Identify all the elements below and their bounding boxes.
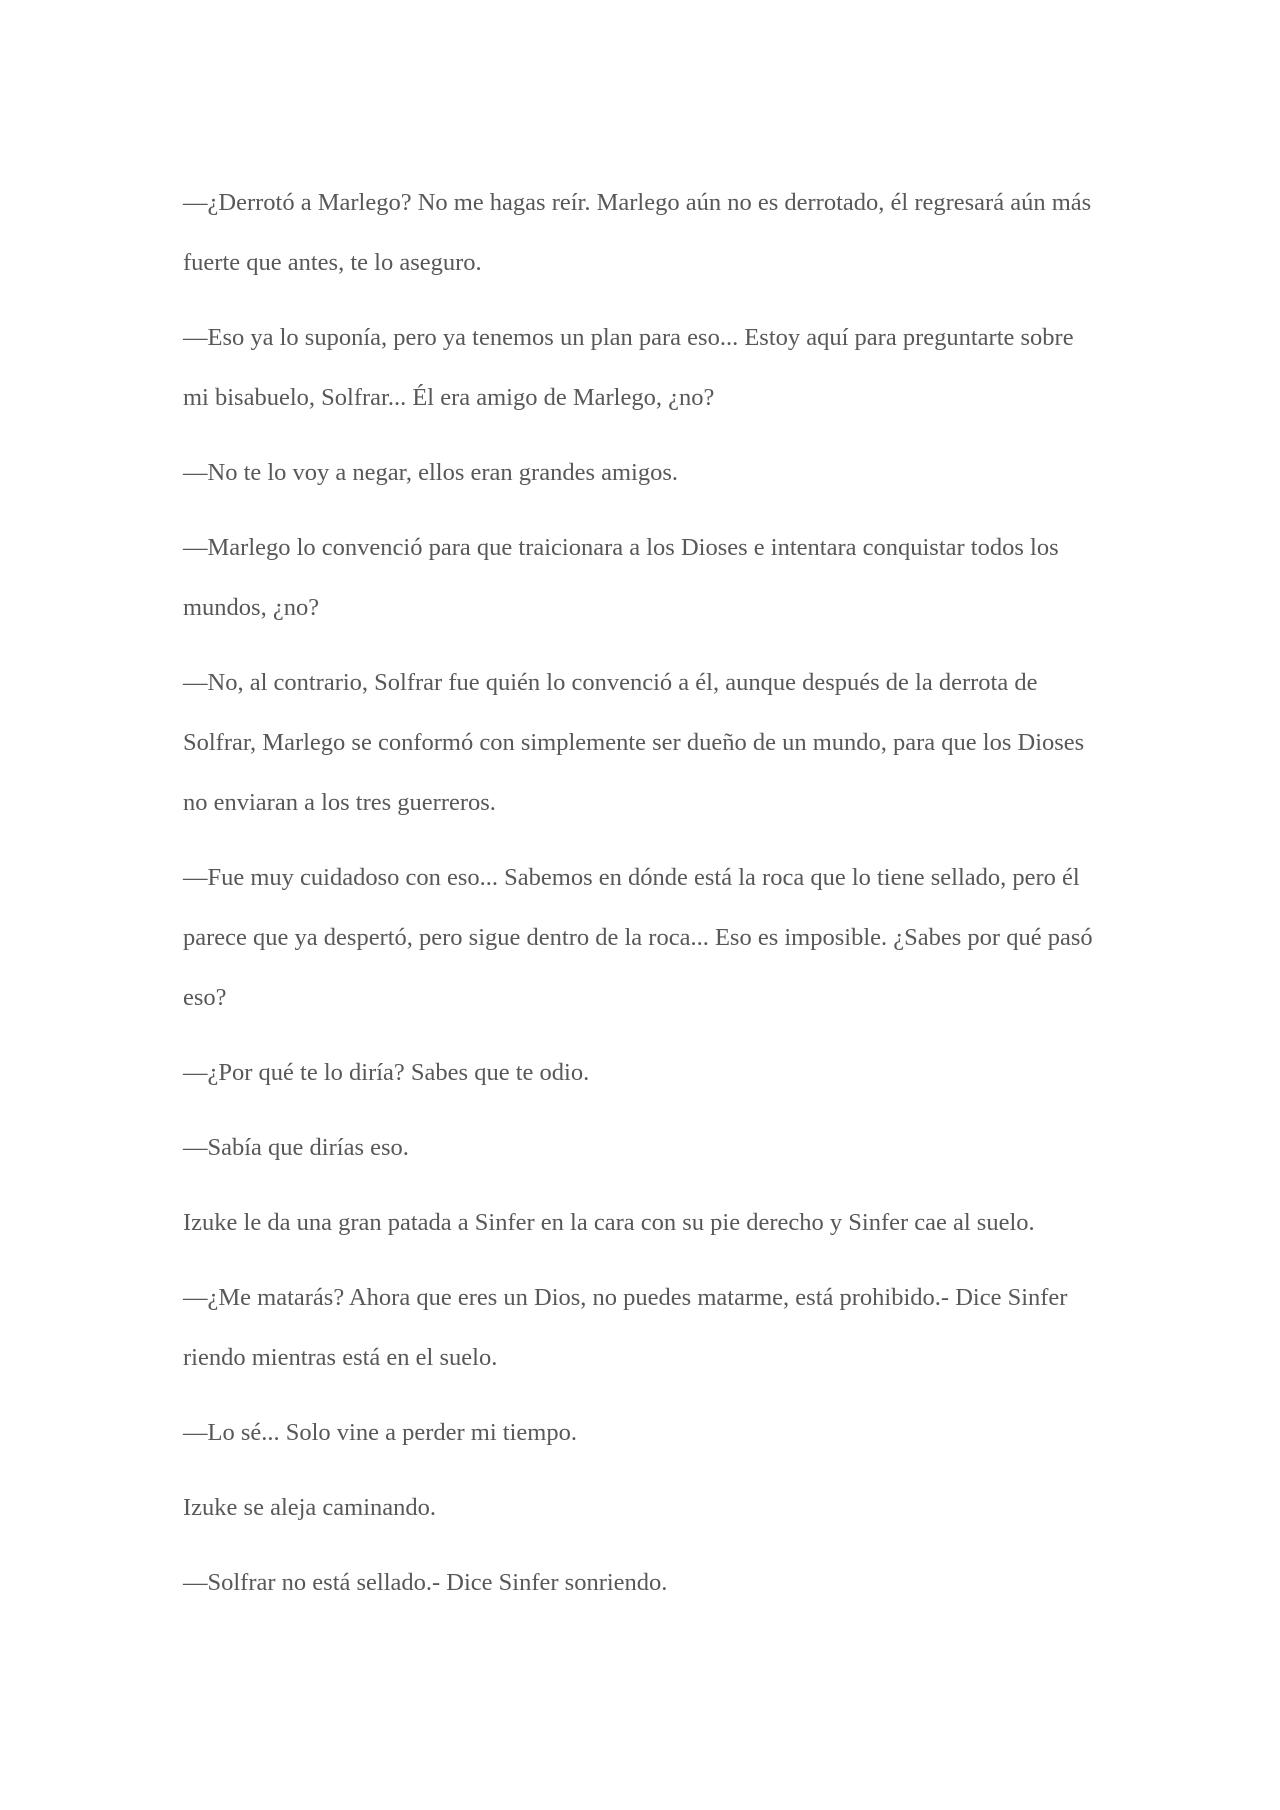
paragraph-4: —Marlego lo convenció para que traicionara a los Dioses e intentara conquistar todos los mundos, ¿no? (183, 534, 1059, 621)
paragraph-2: —Eso ya lo suponía, pero ya tenemos un plan para eso... Estoy aquí para preguntarte sobre mi bisabuelo, Solfrar... Él era amigo de Marlego, ¿no? (183, 324, 1074, 411)
paragraph-6: —Fue muy cuidadoso con eso... Sabemos en dónde está la roca que lo tiene sellado, pero él parece que ya despertó, pero sigue dentro de la roca... Eso es imposible. ¿Sabes por qué pasó eso? (183, 864, 1093, 1011)
paragraph-5: —No, al contrario, Solfrar fue quién lo convenció a él, aunque después de la derrota de Solfrar, Marlego se conformó con simplemente ser dueño de un mundo, para que los Dioses no enviaran a los tres guerreros. (183, 669, 1085, 816)
paragraph-13: —Solfrar no está sellado.- Dice Sinfer sonriendo. (183, 1569, 668, 1596)
paragraph-12: Izuke se aleja caminando. (183, 1494, 437, 1521)
paragraph-11: —Lo sé... Solo vine a perder mi tiempo. (183, 1419, 577, 1446)
document-body (183, 173, 1103, 1628)
paragraph-8: —Sabía que dirías eso. (183, 1134, 409, 1161)
paragraph-10: —¿Me matarás? Ahora que eres un Dios, no puedes matarme, está prohibido.- Dice Sinfer riendo mientras está en el suelo. (183, 1284, 1068, 1371)
paragraph-1: —¿Derrotó a Marlego? No me hagas reír. Marlego aún no es derrotado, él regresará aún más fuerte que antes, te lo aseguro. (183, 189, 1092, 276)
paragraph-3: —No te lo voy a negar, ellos eran grandes amigos. (183, 459, 679, 486)
paragraph-9: Izuke le da una gran patada a Sinfer en la cara con su pie derecho y Sinfer cae al suelo. (183, 1209, 1035, 1236)
paragraph-7: —¿Por qué te lo diría? Sabes que te odio. (183, 1059, 590, 1086)
